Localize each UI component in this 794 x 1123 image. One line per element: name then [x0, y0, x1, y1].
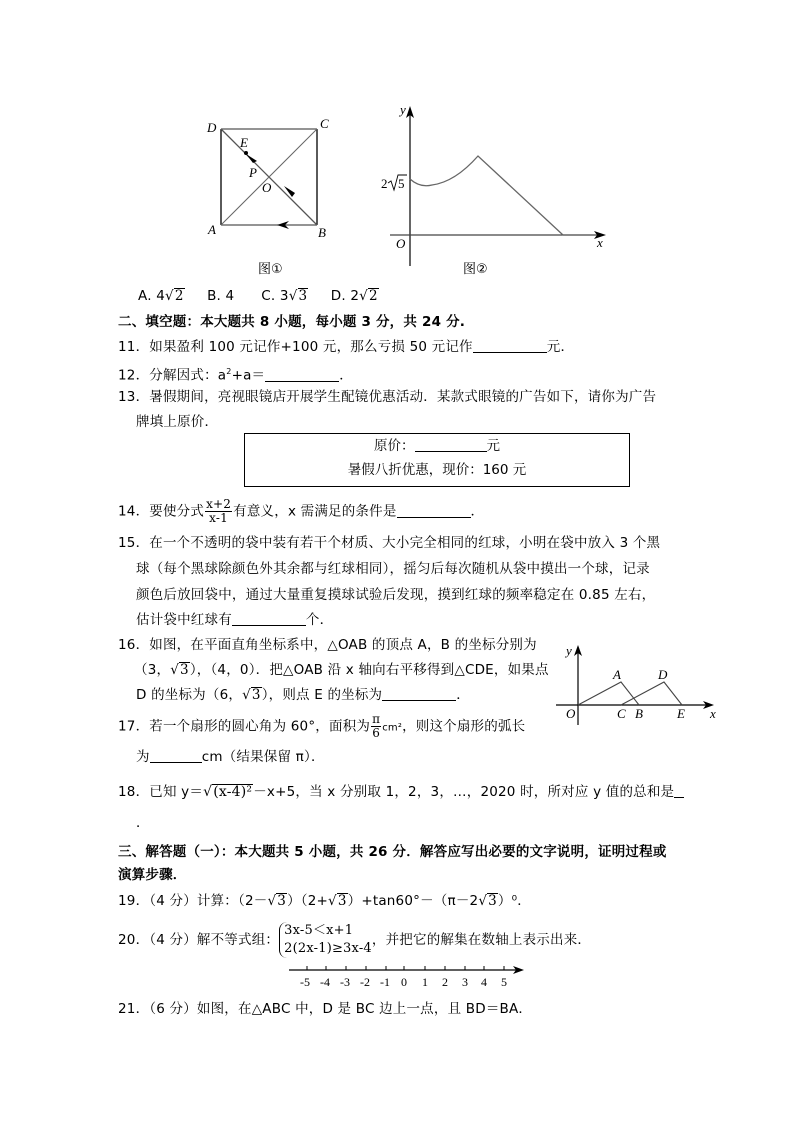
inequality-system: 3x-5＜x+1 2(2x-1)≥3x-4	[279, 922, 372, 958]
svg-text:-4: -4	[320, 975, 330, 989]
option-c[interactable]: C. 3√3	[261, 288, 308, 304]
question-15-line3: 颜色后放回袋中，通过大量重复摸球试验后发现，摸到红球的频率稳定在 0.85 左右，	[136, 587, 656, 603]
svg-text:B: B	[635, 706, 643, 721]
svg-text:-1: -1	[380, 975, 390, 989]
axis-label-y: y	[400, 102, 406, 117]
question-16-line3: D 的坐标为（6，√3），则点 E 的坐标为 ．	[136, 687, 470, 703]
svg-text:D: D	[658, 667, 668, 682]
label-P: P	[249, 165, 257, 180]
label-O: O	[262, 180, 272, 195]
q17-answer-blank[interactable]	[150, 748, 202, 763]
label-B: B	[318, 225, 326, 240]
advertisement-box	[244, 433, 630, 487]
label-D: D	[207, 120, 217, 135]
svg-text:3: 3	[462, 975, 468, 989]
svg-text:2: 2	[442, 975, 448, 989]
label-C: C	[320, 116, 329, 131]
label-A: A	[208, 222, 216, 237]
option-b[interactable]: B. 4	[207, 288, 235, 304]
question-12: 12．分解因式：$a^2+a=$ ．	[118, 367, 353, 384]
question-15-line1: 15．在一个不透明的袋中装有若干个材质、大小完全相同的红球，小明在袋中放入 3 个黑	[118, 535, 661, 551]
svg-text:0: 0	[401, 975, 407, 989]
svg-text:-3: -3	[340, 975, 350, 989]
q16-coordinate-figure	[550, 635, 730, 725]
q10-options	[138, 287, 379, 305]
svg-text:1: 1	[422, 975, 428, 989]
q14-answer-blank[interactable]	[397, 503, 471, 518]
q16-answer-blank[interactable]	[382, 686, 456, 701]
figure-1-square-diagram	[195, 110, 345, 280]
q11-answer-blank[interactable]	[473, 338, 547, 353]
question-21: 21．（6 分）如图，在△ABC 中，D 是 BC 边上一点，且 BD＝BA．	[118, 1001, 533, 1017]
y-tick-coef: 2	[381, 176, 388, 191]
number-line	[280, 955, 530, 995]
question-18-line2: ．	[136, 815, 150, 831]
label-E: E	[240, 135, 248, 150]
axis-label-x: x	[597, 235, 603, 250]
q15-answer-blank[interactable]	[232, 611, 306, 626]
figure-2-function-graph	[370, 100, 610, 280]
svg-text:-2: -2	[360, 975, 370, 989]
y-tick-rad: 5	[398, 176, 405, 191]
q18-answer-blank[interactable]	[674, 783, 684, 798]
origin-label: O	[396, 236, 406, 251]
question-15-line2: 球（每个黑球除颜色外其余都与红球相同），摇匀后每次随机从袋中摸出一个球，记录	[136, 561, 650, 577]
svg-text:E: E	[677, 706, 685, 721]
question-19: 19．（4 分）计算：（2－√3）（2+√3）+tan60°－（π－2√3）⁰．	[118, 893, 531, 909]
section-2-heading: 二、填空题：本大题共 8 小题，每小题 3 分，共 24 分.	[118, 314, 466, 330]
section-3-heading-line1: 三、解答题（一）：本大题共 5 小题，共 26 分．解答应写出必要的文字说明，证明过程或	[118, 844, 667, 860]
ad-original-price: 原价： 元	[374, 438, 500, 454]
option-a[interactable]: A. 4√2	[138, 288, 184, 304]
svg-text:A: A	[613, 667, 621, 682]
question-18: 18．已知 y＝√(x-4)²－x+5，当 x 分别取 1，2，3，…，2020 时，所对应 y 值的总和是	[118, 783, 684, 801]
figure-2-caption: 图②	[463, 262, 488, 277]
option-d[interactable]: D. 2√2	[330, 288, 378, 304]
ad-discount-line: 暑假八折优惠，现价：160 元	[347, 462, 527, 478]
svg-text:C: C	[617, 706, 626, 721]
question-14: 14．要使分式 $\frac{x+2}{x-1}$ 有意义，x 需满足的条件是 ．	[118, 497, 485, 525]
svg-text:-5: -5	[300, 975, 310, 989]
svg-text:x: x	[710, 706, 716, 721]
question-15-line4: 估计袋中红球有 个．	[136, 612, 334, 628]
question-17-line2: 为 cm（结果保留 π）．	[136, 749, 325, 765]
svg-text:5: 5	[501, 975, 507, 989]
figure-1-caption: 图①	[258, 262, 283, 277]
question-16-line2: （3，√3），（4，0）．把△OAB 沿 x 轴向右平移得到△CDE，如果点	[134, 662, 549, 678]
question-13-line1: 13．暑假期间，亮视眼镜店开展学生配镜优惠活动．某款式眼镜的广告如下，请你为广告	[118, 389, 657, 405]
question-13-line2: 牌填上原价．	[136, 414, 219, 430]
section-3-heading-line2: 演算步骤．	[118, 867, 187, 883]
question-17-line1: 17．若一个扇形的圆心角为 60°，面积为 $\frac{\pi}{6}$ cm²，则这个扇形的弧长	[118, 712, 526, 740]
svg-text:y: y	[566, 643, 572, 658]
svg-text:4: 4	[481, 975, 487, 989]
question-16-line1: 16．如图，在平面直角坐标系中，△OAB 的顶点 A，B 的坐标分别为	[118, 637, 537, 653]
svg-text:O: O	[566, 706, 576, 721]
q12-answer-blank[interactable]	[265, 367, 339, 382]
question-20: 20．（4 分）解不等式组： 3x-5＜x+1 2(2x-1)≥3x-4 ，并把它的解集在数轴上表示出来．	[118, 923, 592, 956]
question-11: 11．如果盈利 100 元记作+100 元，那么亏损 50 元记作 元．	[118, 339, 575, 355]
q13-answer-blank[interactable]	[415, 437, 487, 452]
